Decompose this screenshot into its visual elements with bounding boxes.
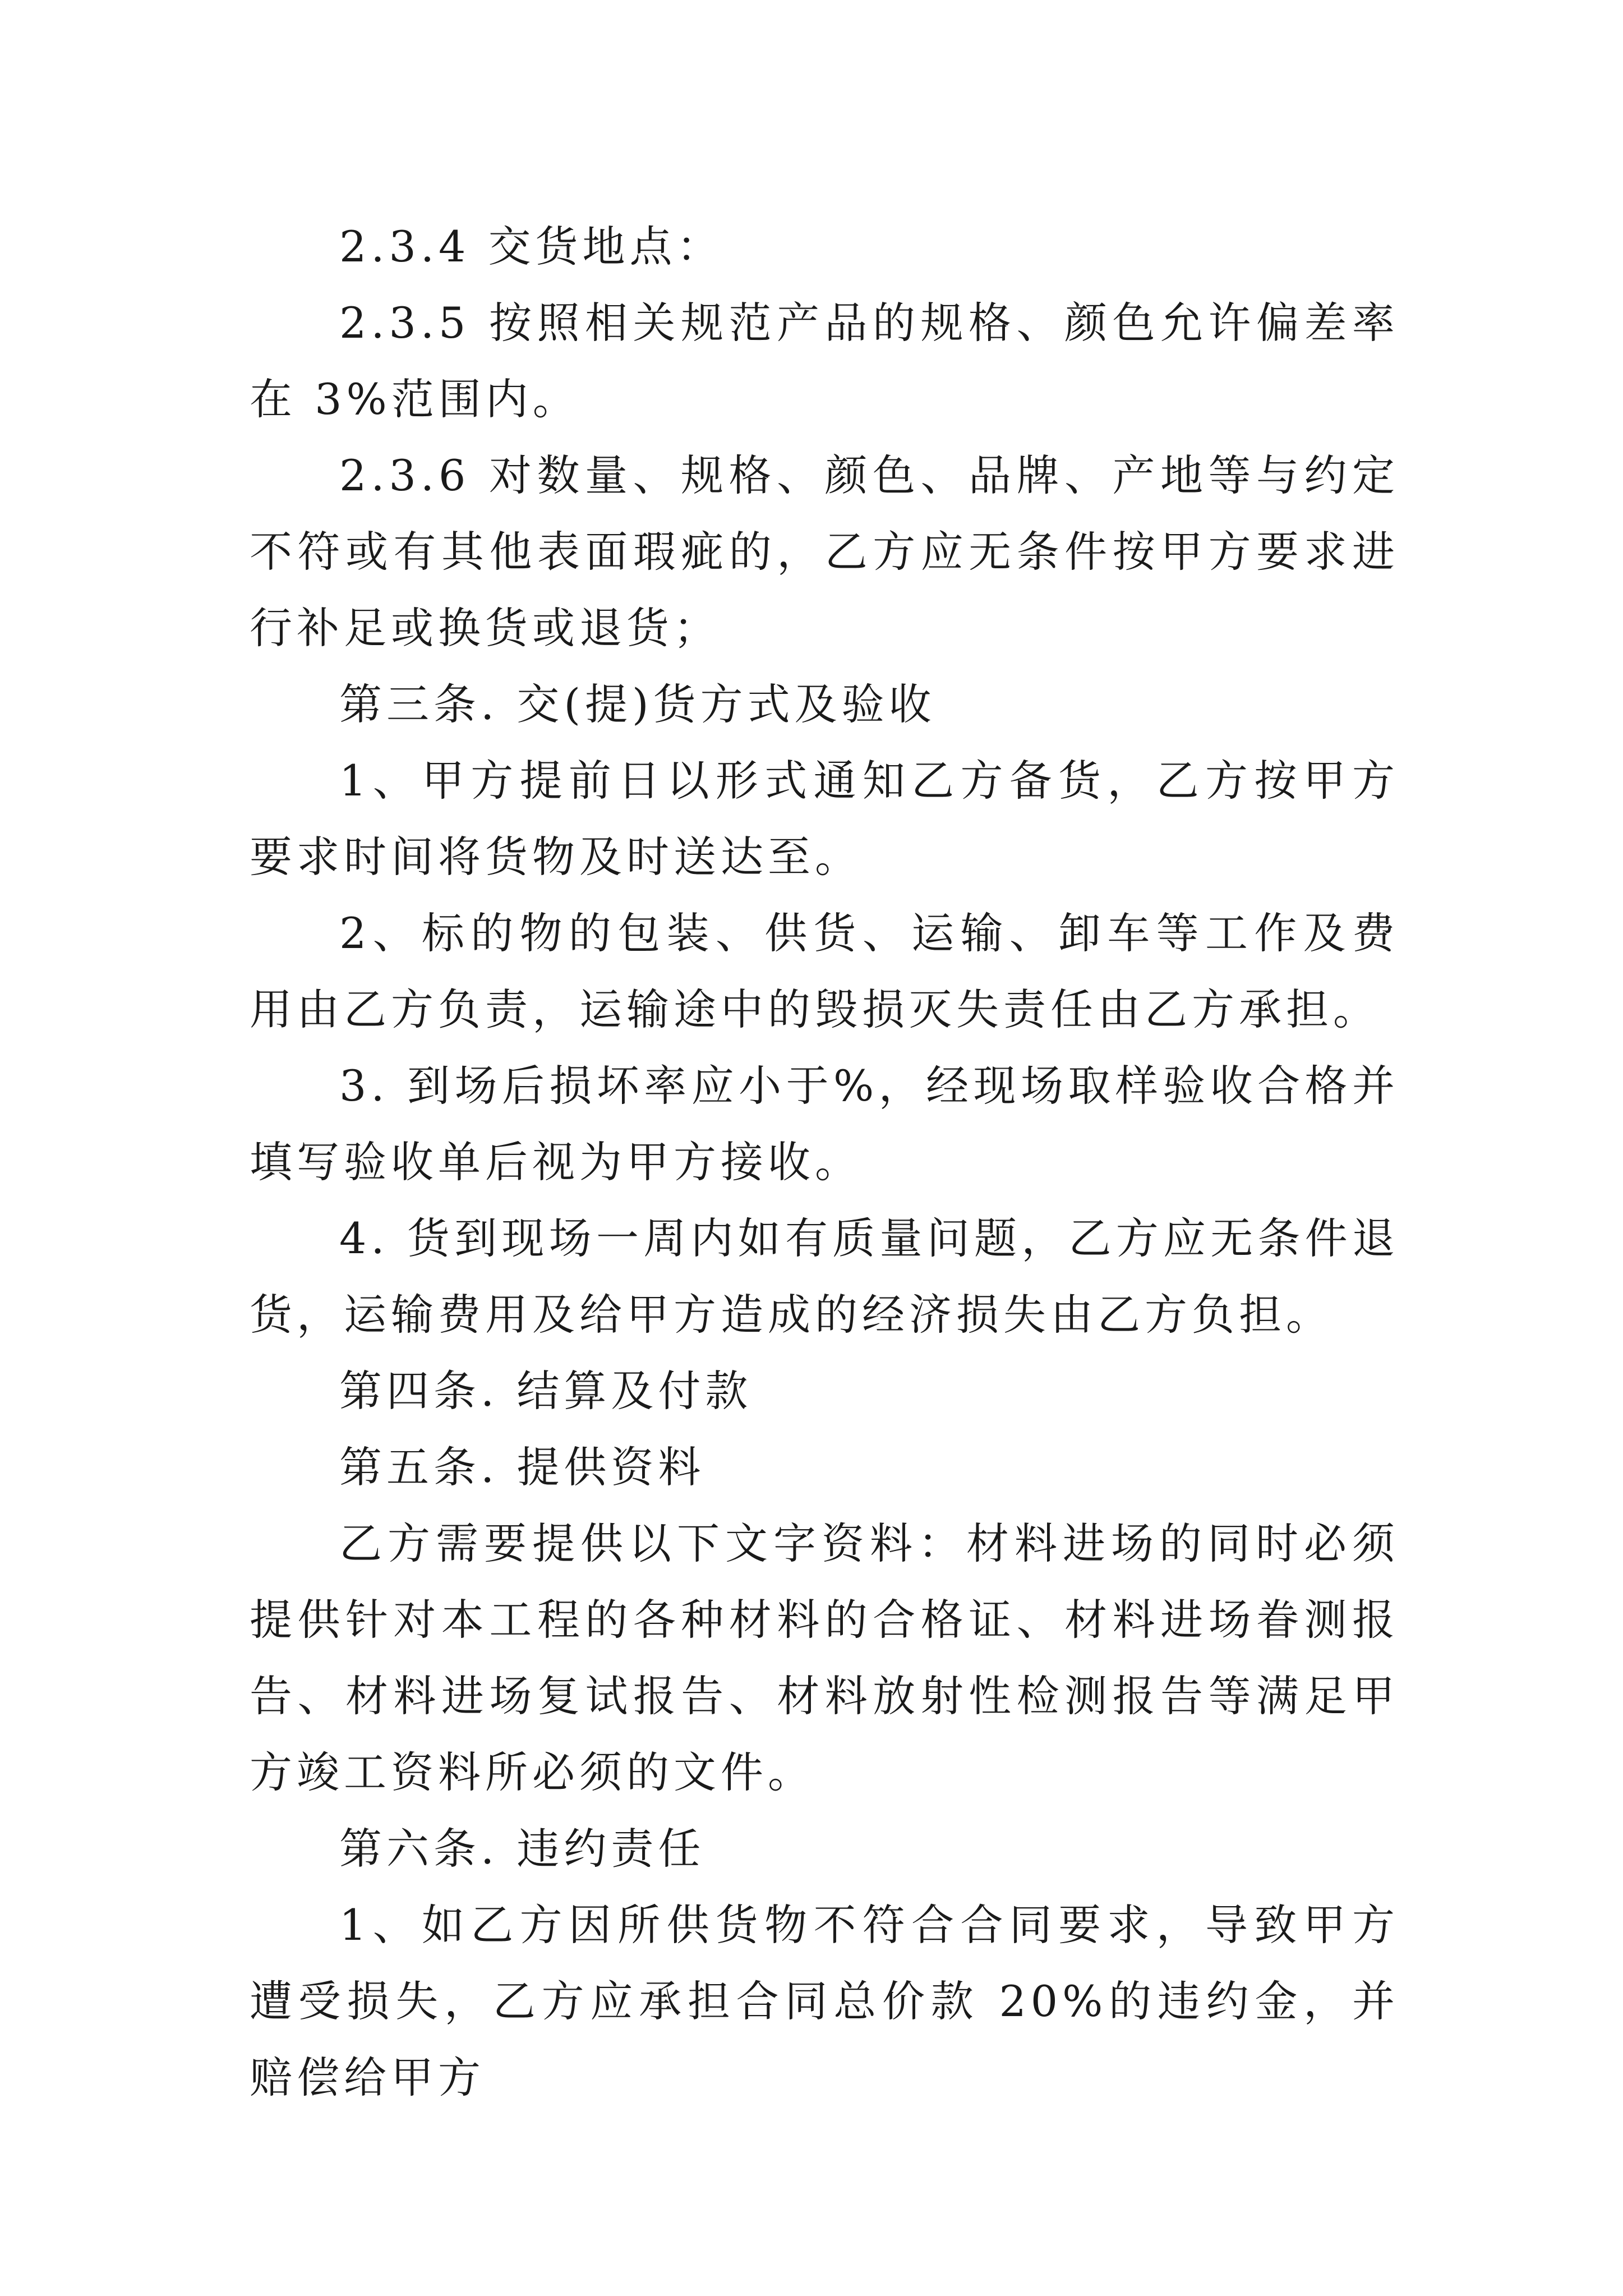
document-body <box>250 209 1399 2116</box>
article-3-item-1: 1、甲方提前日以形式通知乙方备货，乙方按甲方要求时间将货物及时送达至。 <box>250 756 1399 882</box>
article-6-item-1: 1、如乙方因所供货物不符合合同要求，导致甲方遭受损失，乙方应承担合同总价款 20%的违约金，并赔偿给甲方 <box>250 1900 1399 2102</box>
article-3-item-4: 4. 货到现场一周内如有质量问题，乙方应无条件退货，运输费用及给甲方造成的经济损失由乙方负担。 <box>250 1213 1399 1340</box>
article-6-heading: 第六条. 违约责任 <box>339 1824 706 1874</box>
article-3-item-2: 2、标的物的包装、供货、运输、卸车等工作及费用由乙方负责，运输途中的毁损灭失责任由乙方承担。 <box>250 908 1399 1034</box>
article-3-item-3: 3. 到场后损坏率应小于%，经现场取样验收合格并填写验收单后视为甲方接收。 <box>250 1061 1399 1187</box>
clause-2-3-5-tolerance: 2.3.5 按照相关规范产品的规格、颜色允许偏差率在 3%范围内。 <box>250 298 1399 424</box>
article-5-heading: 第五条. 提供资料 <box>339 1442 706 1492</box>
article-4-heading: 第四条. 结算及付款 <box>339 1366 753 1416</box>
article-3-heading: 第三条. 交(提)货方式及验收 <box>339 679 936 729</box>
article-5-body: 乙方需要提供以下文字资料：材料进场的同时必须提供针对本工程的各种材料的合格证、材料进场眷测报告、材料进场复试报告、材料放射性检测报告等满足甲方竣工资料所必须的文件。 <box>250 1519 1399 1797</box>
clause-2-3-4-delivery-location: 2.3.4 交货地点： <box>339 222 724 272</box>
clause-2-3-6-nonconformity: 2.3.6 对数量、规格、颜色、品牌、产地等与约定不符或有其他表面瑕疵的，乙方应无条件按甲方要求进行补足或换货或退货； <box>250 450 1399 653</box>
